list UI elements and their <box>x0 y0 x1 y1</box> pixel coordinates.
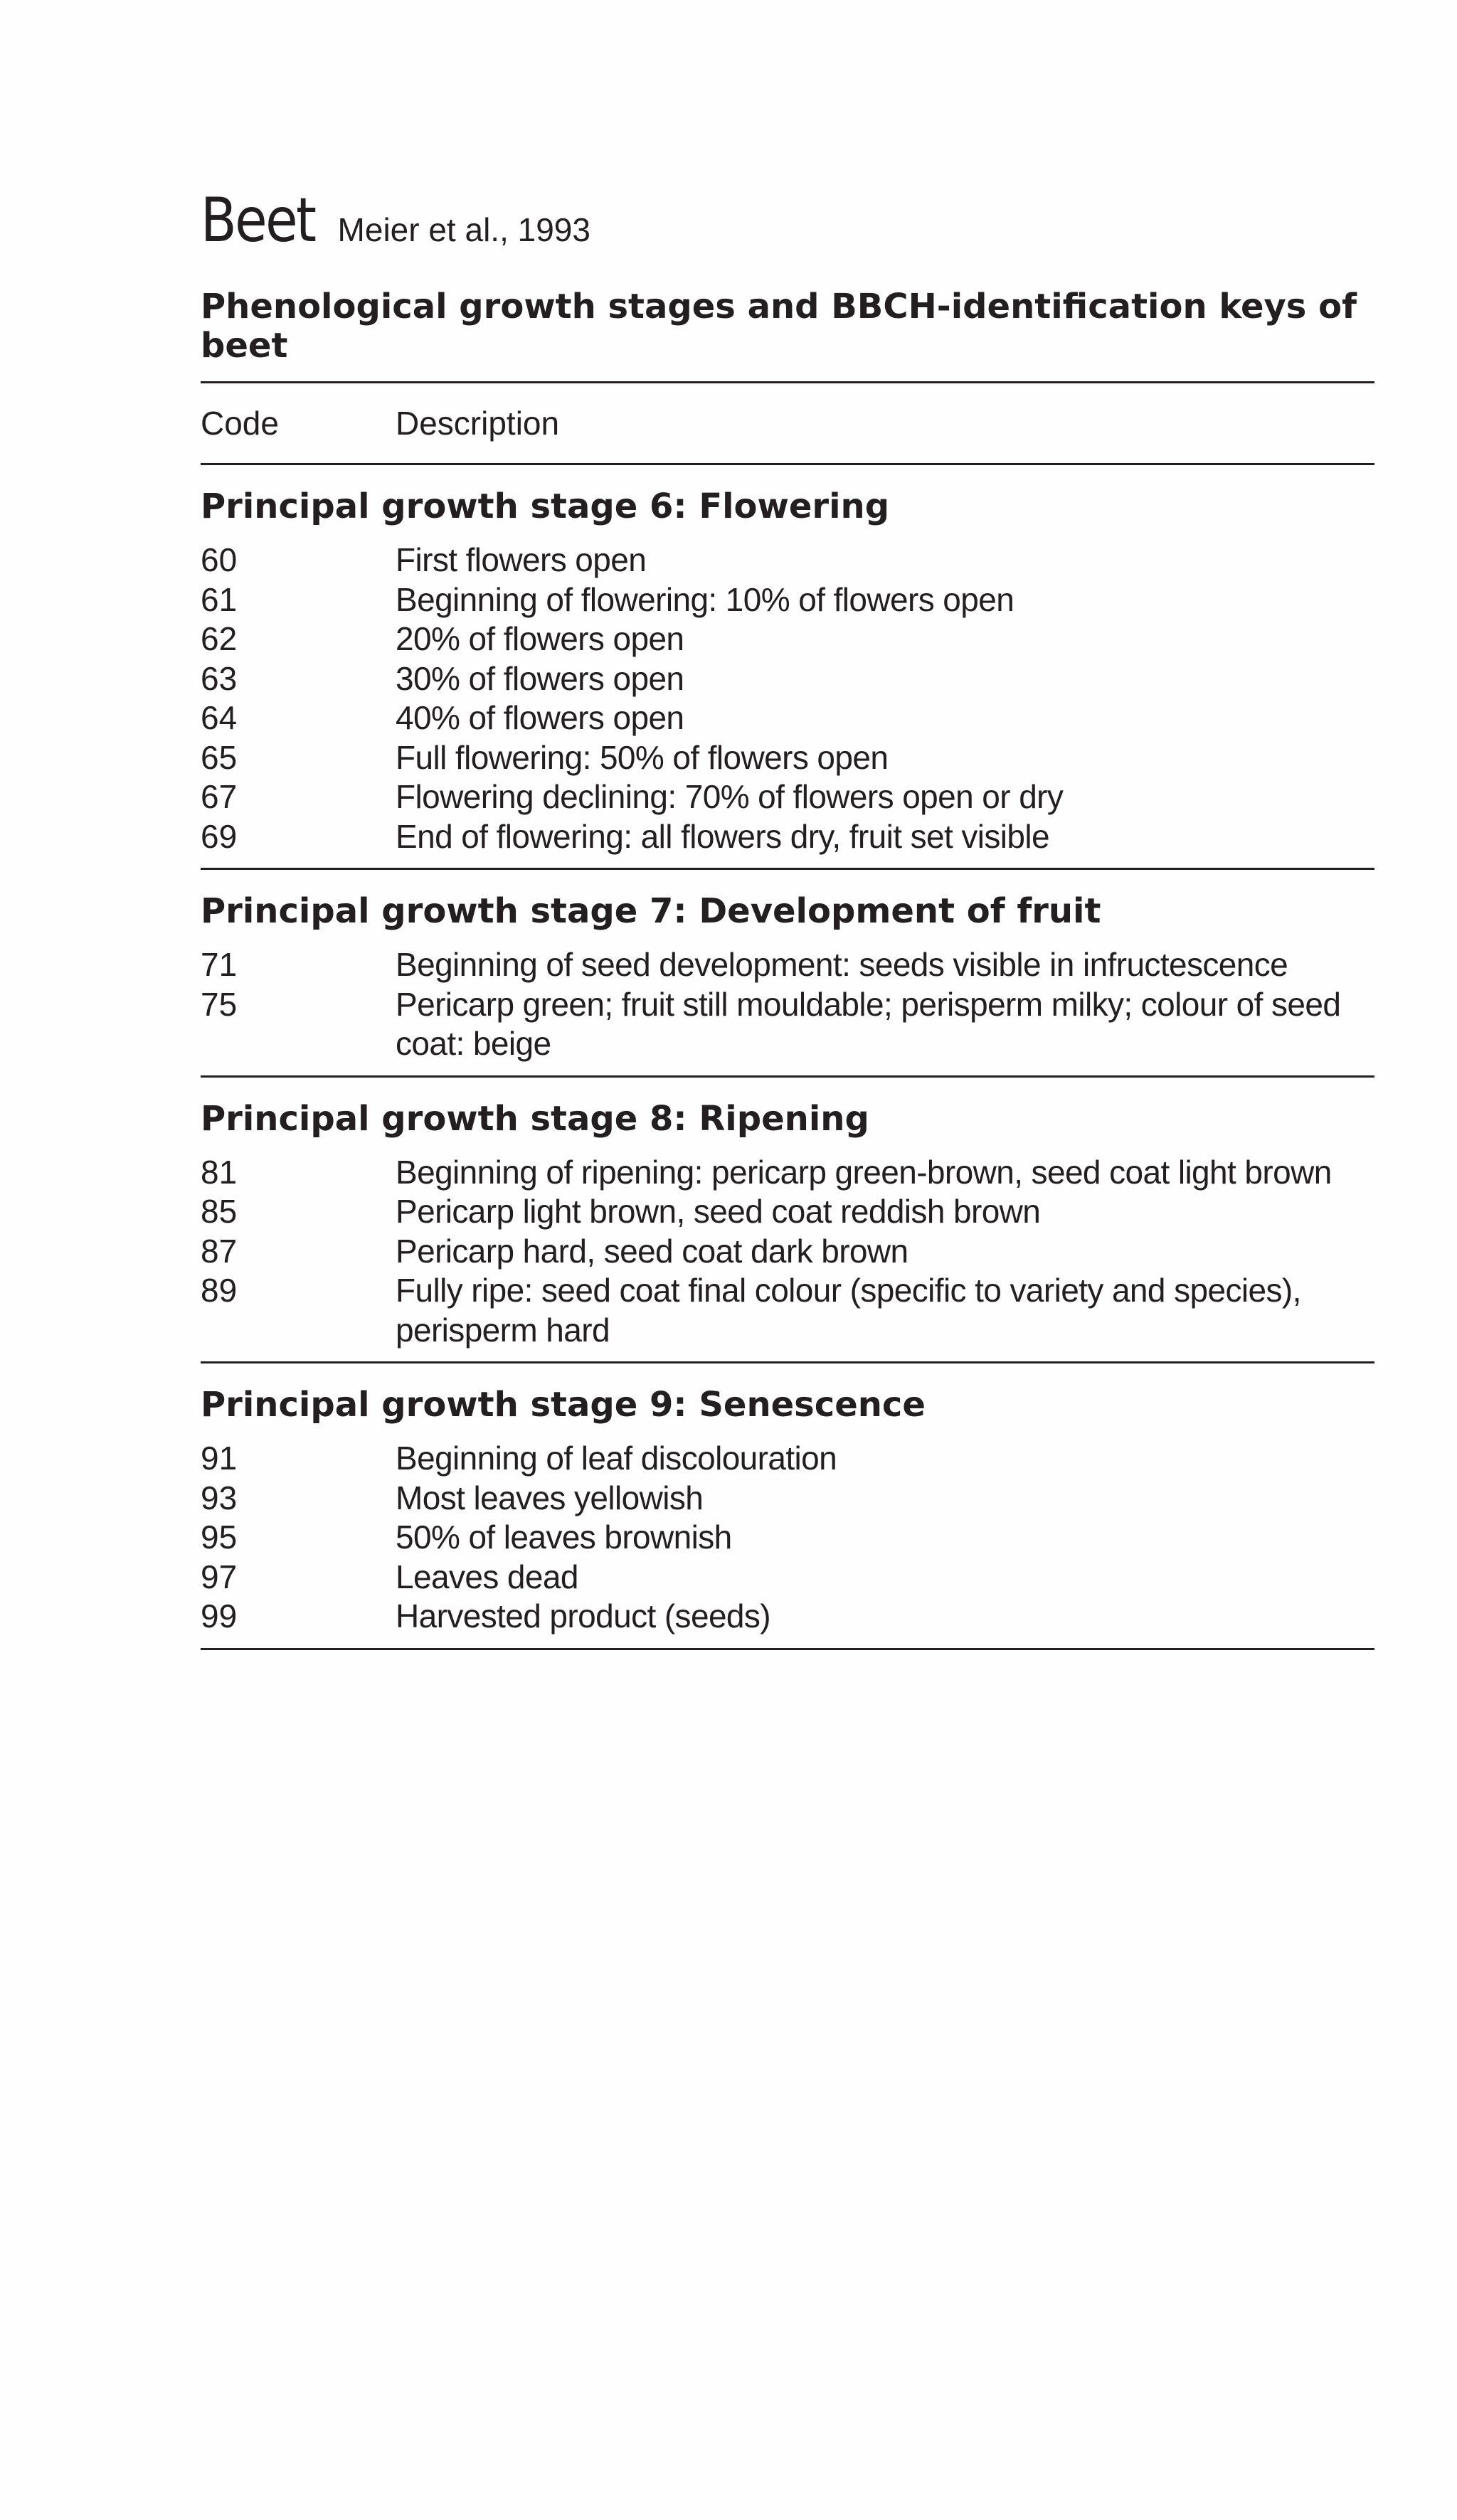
table-row <box>201 1271 1374 1350</box>
table-row <box>201 985 1374 1064</box>
stage-description: Harvested product (seeds) <box>396 1597 771 1634</box>
stage-description: End of flowering: all flowers dry, fruit set visible <box>396 817 1049 855</box>
table-header-row <box>201 383 1374 463</box>
table-row <box>201 1597 1374 1637</box>
description-column-header: Description <box>396 405 560 442</box>
table-row <box>201 698 1374 738</box>
stage-description: Leaves dead <box>396 1558 578 1595</box>
stage-description: Fully ripe: seed coat final colour (specific to variety and species), perisperm hard <box>396 1272 1301 1349</box>
table-row <box>201 541 1374 580</box>
section-title: Principal growth stage 7: Development of fruit <box>201 891 1101 931</box>
stage-code: 85 <box>201 1193 238 1230</box>
section-title: Principal growth stage 9: Senescence <box>201 1385 926 1425</box>
stage-description: 40% of flowers open <box>396 699 684 736</box>
stage-code: 81 <box>201 1153 238 1191</box>
stage-description: 30% of flowers open <box>396 659 684 697</box>
table-row <box>201 817 1374 857</box>
stage-code: 64 <box>201 699 238 736</box>
stage-code: 69 <box>201 817 238 855</box>
table-row <box>201 1232 1374 1272</box>
stage-code: 99 <box>201 1597 238 1634</box>
table-caption: Phenological growth stages and BBCH-identification keys of beet <box>201 287 1357 366</box>
stage-description: First flowers open <box>396 541 647 578</box>
page-title: Beet <box>201 185 315 256</box>
stage-sections <box>201 465 1374 1650</box>
stage-code: 60 <box>201 541 238 578</box>
code-column-header: Code <box>201 405 279 442</box>
table-row <box>201 1192 1374 1232</box>
stage-code: 87 <box>201 1232 238 1270</box>
stage-code: 63 <box>201 659 238 697</box>
stage-description: Pericarp green; fruit still mouldable; perisperm milky; colour of seed coat: beige <box>396 985 1341 1062</box>
stage-code: 62 <box>201 620 238 657</box>
document-page <box>201 186 1374 1650</box>
stage-code: 75 <box>201 985 238 1023</box>
stage-description: Beginning of seed development: seeds visible in infructescence <box>396 946 1288 983</box>
table-row <box>201 945 1374 985</box>
table-row <box>201 1518 1374 1558</box>
table-row <box>201 1479 1374 1519</box>
stage-section <box>201 870 1374 1075</box>
stage-description: 20% of flowers open <box>396 620 684 657</box>
section-title: Principal growth stage 6: Flowering <box>201 487 890 526</box>
stage-description: Flowering declining: 70% of flowers open or dry <box>396 778 1064 815</box>
stage-code: 95 <box>201 1519 238 1556</box>
stage-section <box>201 1078 1374 1362</box>
stage-description: Pericarp light brown, seed coat reddish brown <box>396 1193 1041 1230</box>
table-row <box>201 777 1374 817</box>
table-row <box>201 738 1374 778</box>
table-row <box>201 580 1374 620</box>
table-row <box>201 1558 1374 1597</box>
stage-code: 65 <box>201 738 238 776</box>
section-title: Principal growth stage 8: Ripening <box>201 1098 869 1139</box>
section-rule <box>201 1648 1374 1650</box>
stage-section <box>201 465 1374 868</box>
table-row <box>201 659 1374 699</box>
table-row <box>201 620 1374 659</box>
stage-code: 67 <box>201 778 238 815</box>
stage-code: 89 <box>201 1272 238 1309</box>
stage-code: 97 <box>201 1558 238 1595</box>
stage-description: Beginning of flowering: 10% of flowers open <box>396 580 1014 618</box>
stage-code: 93 <box>201 1479 238 1516</box>
stage-code: 71 <box>201 946 238 983</box>
stage-description: 50% of leaves brownish <box>396 1519 732 1556</box>
stage-section <box>201 1363 1374 1648</box>
table-row <box>201 1153 1374 1193</box>
stage-description: Beginning of leaf discolouration <box>396 1440 837 1477</box>
stage-code: 91 <box>201 1440 238 1477</box>
table-row <box>201 1439 1374 1479</box>
stage-description: Beginning of ripening: pericarp green-brown, seed coat light brown <box>396 1153 1332 1191</box>
title-line <box>201 186 1374 257</box>
stage-description: Full flowering: 50% of flowers open <box>396 738 889 776</box>
stage-code: 61 <box>201 580 238 618</box>
title-citation: Meier et al., 1993 <box>337 211 590 248</box>
stage-description: Most leaves yellowish <box>396 1479 704 1516</box>
stage-description: Pericarp hard, seed coat dark brown <box>396 1232 908 1270</box>
